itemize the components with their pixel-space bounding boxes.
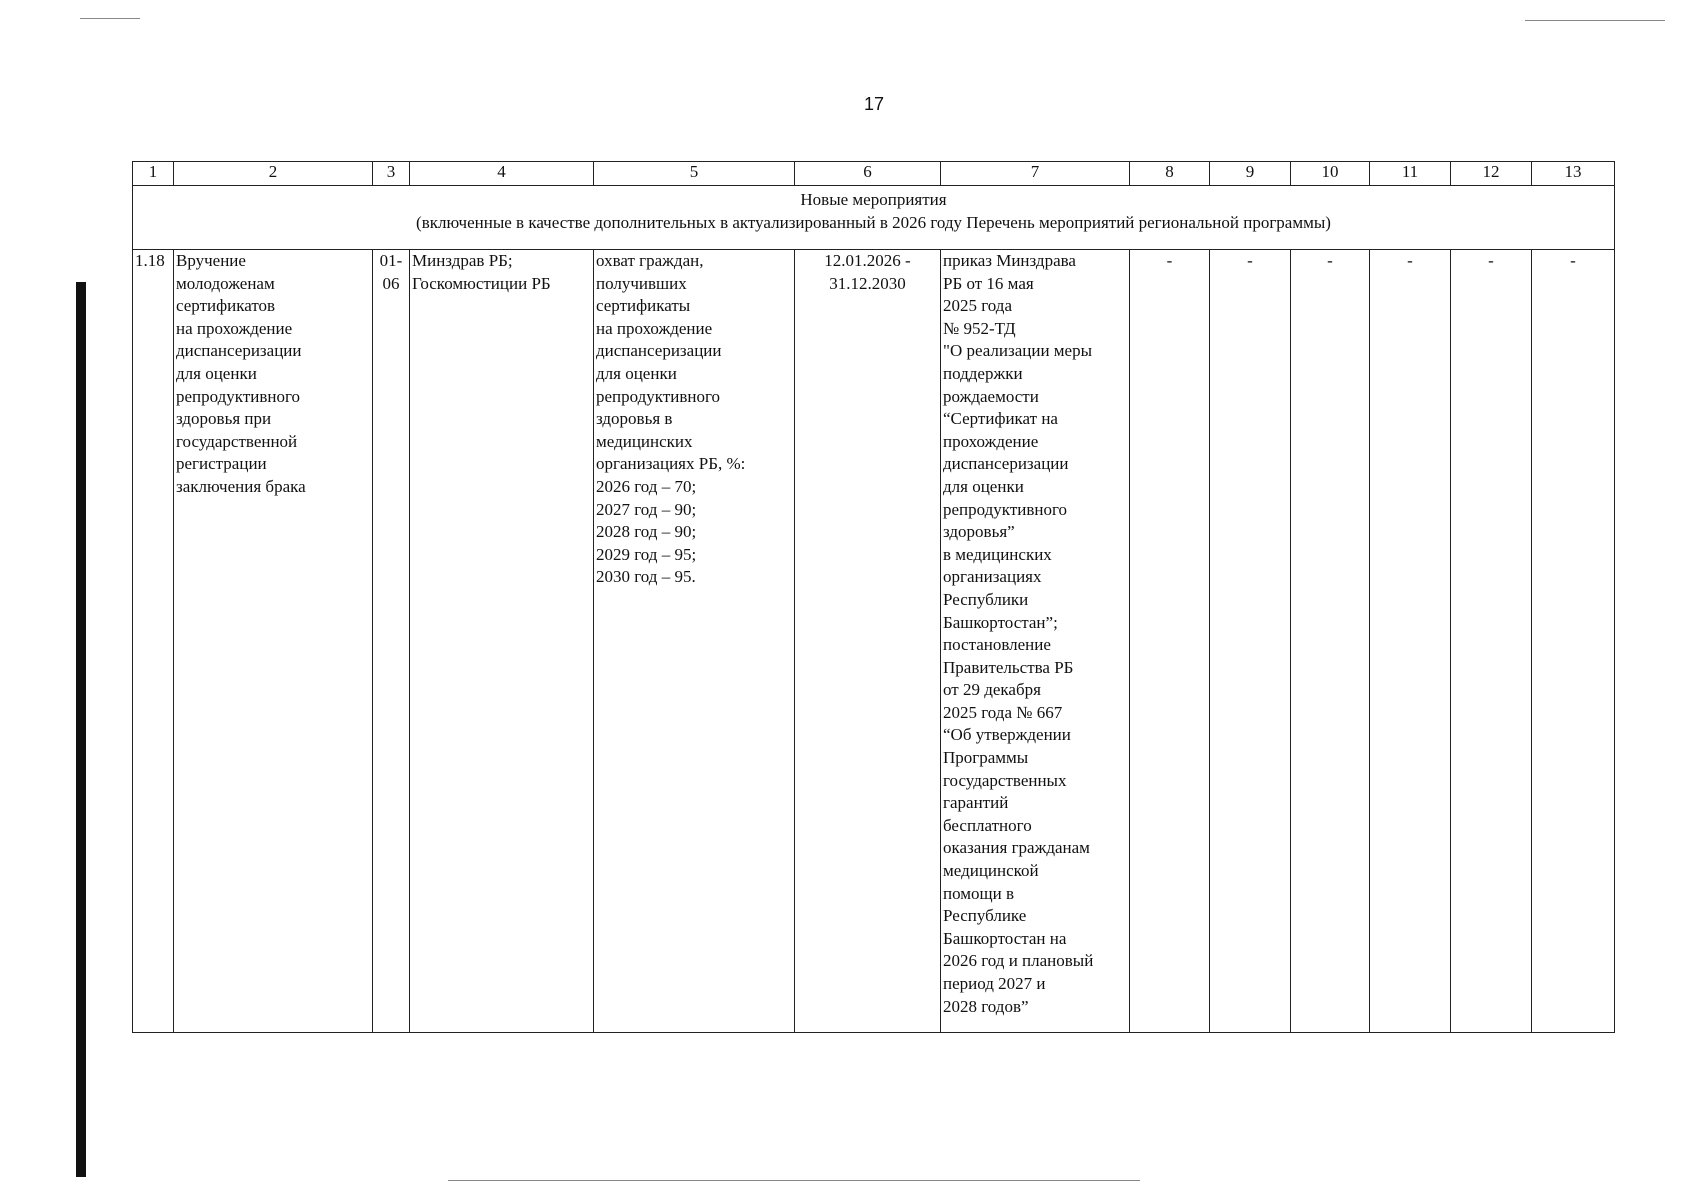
indicator: охват граждан, получивших сертификаты на прохождение диспансеризации для оценки репродуктивного здоровья в медицинских организациях РБ, %: 2026 год – 70; 2027 год – 90; 2028 год – 90; 2029 год – 95; 2030 год – 95.	[594, 250, 795, 1033]
section-subtitle: (включенные в качестве дополнительных в актуализированный в 2026 году Перечень мероприятий региональной программы)	[416, 212, 1331, 232]
column-number: 11	[1370, 162, 1451, 186]
column-number: 7	[941, 162, 1130, 186]
page-number: 17	[863, 94, 885, 114]
section-title: Новые мероприятия	[800, 190, 947, 209]
scan-artifact-edge	[76, 282, 86, 1177]
value-col9: -	[1210, 250, 1291, 1033]
executors: Минздрав РБ; Госкомюстиции РБ	[410, 250, 594, 1033]
value-col13: -	[1532, 250, 1615, 1033]
column-number: 5	[594, 162, 795, 186]
row-number: 1.18	[133, 250, 174, 1033]
column-number: 9	[1210, 162, 1291, 186]
value-col12: -	[1451, 250, 1532, 1033]
scan-artifact-line	[80, 18, 140, 19]
column-number: 8	[1130, 162, 1210, 186]
task-code: 01- 06	[373, 250, 410, 1033]
column-number: 2	[174, 162, 373, 186]
value-col8: -	[1130, 250, 1210, 1033]
table-row	[133, 250, 1615, 1033]
column-number: 1	[133, 162, 174, 186]
column-number: 12	[1451, 162, 1532, 186]
column-number-row	[133, 162, 1615, 186]
event-name: Вручение молодоженам сертификатов на прохождение диспансеризации для оценки репродуктивного здоровья при государственной регистрации заключения брака	[174, 250, 373, 1033]
column-number: 4	[410, 162, 594, 186]
period: 12.01.2026 - 31.12.2030	[795, 250, 941, 1033]
value-col10: -	[1291, 250, 1370, 1033]
scan-artifact-line	[448, 1180, 1140, 1181]
column-number: 13	[1532, 162, 1615, 186]
events-table	[132, 161, 1615, 1033]
section-header	[133, 186, 1615, 250]
value-col11: -	[1370, 250, 1451, 1033]
scan-artifact-line	[1525, 20, 1665, 21]
column-number: 10	[1291, 162, 1370, 186]
column-number: 6	[795, 162, 941, 186]
legal-documents: приказ Минздрава РБ от 16 мая 2025 года № 952-ТД "О реализации меры поддержки рождаемости “Сертификат на прохождение диспансеризации для оценки репродуктивного здоровья” в медицинских организациях Республики Башкортостан”; постановление Правительства РБ от 29 декабря 2025 года № 667 “Об утверждении Программы государственных гарантий бесплатного оказания гражданам медицинской помощи в Республике Башкортостан на 2026 год и плановый период 2027 и 2028 годов”	[941, 250, 1130, 1033]
section-header-row	[133, 186, 1615, 250]
column-number: 3	[373, 162, 410, 186]
